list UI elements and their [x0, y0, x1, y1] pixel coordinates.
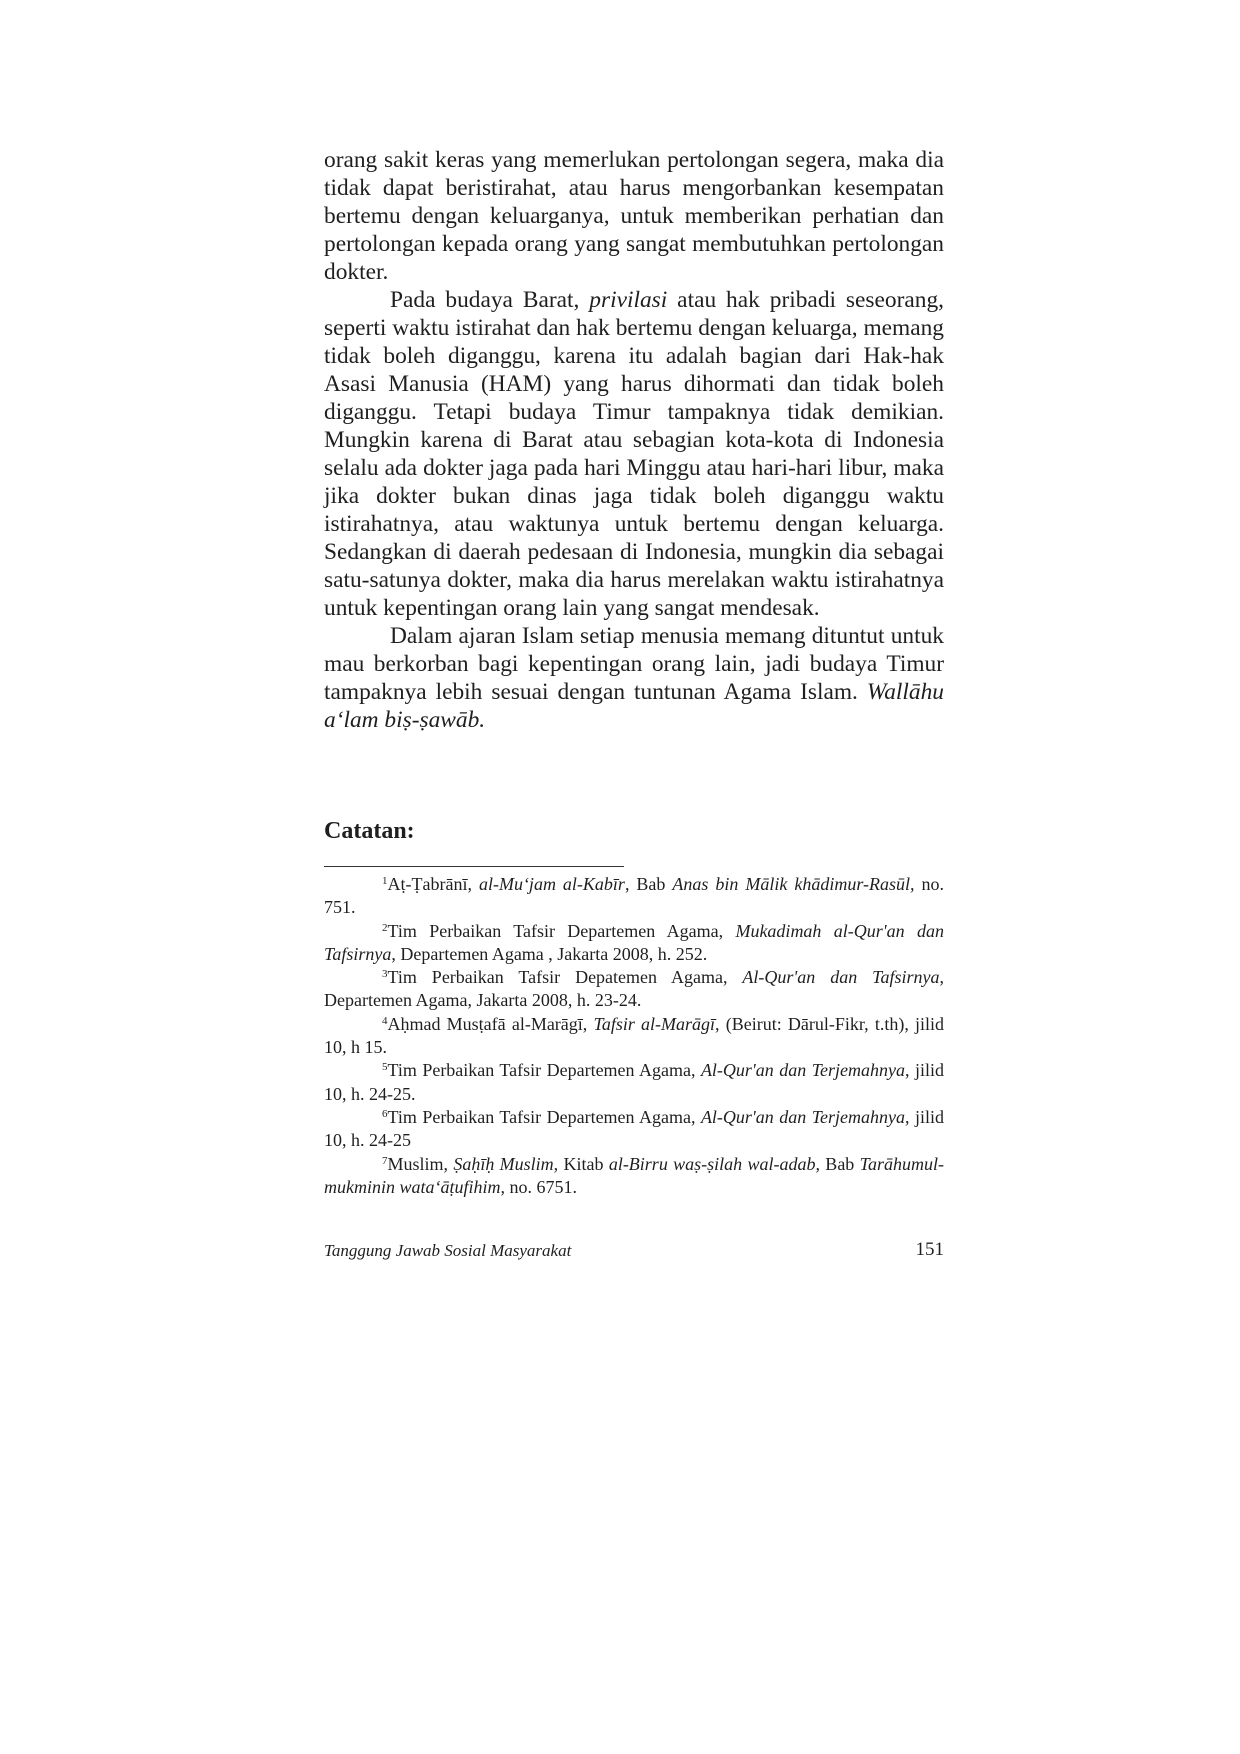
paragraph-3-italic-closing: Wallāhu a‘lam biṣ-ṣawāb.	[324, 679, 944, 733]
footnote-2	[324, 920, 944, 967]
footnote-4	[324, 1013, 944, 1060]
footnote-italic: Tafsir al-Marāgī	[593, 1013, 716, 1034]
footnote-italic: al-Birru waṣ-ṣilah wal-adab,	[608, 1153, 820, 1174]
footnote-italic: Ṣaḥīḥ Muslim,	[453, 1153, 559, 1174]
footnote-3	[324, 966, 944, 1013]
running-footer-title: Tanggung Jawab Sosial Masyarakat	[324, 1241, 572, 1260]
footnote-text: no. 751.	[324, 874, 945, 918]
footnote-text: no. 6751.	[505, 1176, 577, 1197]
notes-heading: Catatan:	[324, 818, 415, 844]
footnote-italic: Tarāhumul-mukminin wata‘āṭufihim,	[324, 1153, 944, 1197]
page-number: 151	[915, 1239, 944, 1260]
footnote-text: Tim Perbaikan Tafsir Departemen Agama,	[387, 1106, 701, 1127]
footnote-divider	[324, 866, 624, 867]
footnote-text: , jilid 10, h. 24-25	[324, 1106, 944, 1151]
footnote-italic: al-Mu‘jam al-Kabīr	[478, 874, 625, 894]
footnote-italic: Al-Qur'an dan Terjemahnya	[700, 1106, 906, 1127]
footnote-text: , (Beirut: Dārul-Fikr, t.th), jilid 10, h 15.	[324, 1013, 944, 1058]
footnote-italic: Mukadimah al-Qur'an dan Tafsirnya	[324, 920, 944, 964]
footnote-text: Tim Perbaikan Tafsir Departemen Agama,	[387, 1060, 701, 1081]
paragraph-3	[324, 622, 944, 734]
footnote-text: Tim Perbaikan Tafsir Departemen Agama,	[387, 920, 736, 941]
footnote-text: Kitab	[558, 1153, 609, 1174]
footnote-text: Muslim,	[387, 1153, 454, 1174]
footnote-1	[324, 873, 944, 920]
footnote-italic: Al-Qur'an dan Terjemahnya	[700, 1060, 906, 1081]
footnote-text: Aḥmad Musṭafā al-Marāgī,	[387, 1013, 594, 1034]
footnote-number: 3	[382, 968, 388, 981]
footnote-text: , jilid 10, h. 24-25.	[324, 1060, 944, 1104]
footnote-text: , Departemen Agama, Jakarta 2008, h. 23-24.	[324, 967, 944, 1011]
footnote-number: 1	[382, 875, 388, 887]
paragraph-2-rest: atau hak pribadi seseorang, seperti waktu istirahat dan hak bertemu dengan keluarga, memang tidak boleh diganggu, karena itu adalah bagian dari Hak-hak Asasi Manusia (HAM) yang harus dihormati dan tidak boleh diganggu. Tetapi budaya Timur tampaknya tidak demikian. Mungkin karena di Barat atau sebagian kota-kota di Indonesia selalu ada dokter jaga pada hari Minggu atau hari-hari libur, maka jika dokter bukan dinas jaga tidak boleh diganggu waktu istirahatnya, atau waktunya untuk bertemu dengan keluarga. Sedangkan di daerah pedesaan di Indonesia, mungkin dia sebagai satu-satunya dokter, maka dia harus merelakan waktu istirahatnya untuk kepentingan orang lain yang sangat mendesak.	[324, 287, 945, 621]
footnote-number: 6	[382, 1107, 388, 1120]
footnote-number: 2	[382, 921, 388, 934]
footnotes	[324, 873, 944, 1199]
footnote-text: Aṭ-Ṭabrānī,	[387, 874, 479, 894]
footnote-5	[324, 1059, 944, 1106]
footnote-text: Tim Perbaikan Tafsir Depatemen Agama,	[387, 967, 743, 988]
footnote-6	[324, 1106, 944, 1153]
body-text	[324, 146, 944, 734]
paragraph-2	[324, 286, 944, 622]
paragraph-2-italic-term: privilasi	[589, 287, 668, 313]
footnote-text: , Bab	[624, 874, 673, 894]
paragraph-1: orang sakit keras yang memerlukan pertolongan segera, maka dia tidak dapat beristirahat, atau harus mengorbankan kesempatan bertemu dengan keluarganya, untuk memberikan perhatian dan pertolongan kepada orang yang sangat membutuhkan pertolongan dokter.	[324, 147, 944, 285]
footnote-number: 7	[382, 1154, 388, 1167]
footnote-italic: Anas bin Mālik khādimur-Rasūl,	[672, 874, 915, 894]
footnote-text: , Departemen Agama , Jakarta 2008, h. 252.	[391, 943, 708, 964]
paragraph-2-lead: Pada budaya Barat,	[390, 287, 590, 313]
footnote-number: 5	[382, 1061, 388, 1074]
footnote-number: 4	[382, 1014, 388, 1027]
footnote-7	[324, 1153, 944, 1200]
paragraph-3-text: Dalam ajaran Islam setiap menusia memang dituntut untuk mau berkorban bagi kepentingan orang lain, jadi budaya Timur tampaknya lebih sesuai dengan tuntunan Agama Islam.	[324, 623, 944, 705]
footnote-italic: Al-Qur'an dan Tafsirnya	[742, 967, 940, 988]
footnote-text: Bab	[819, 1153, 860, 1174]
